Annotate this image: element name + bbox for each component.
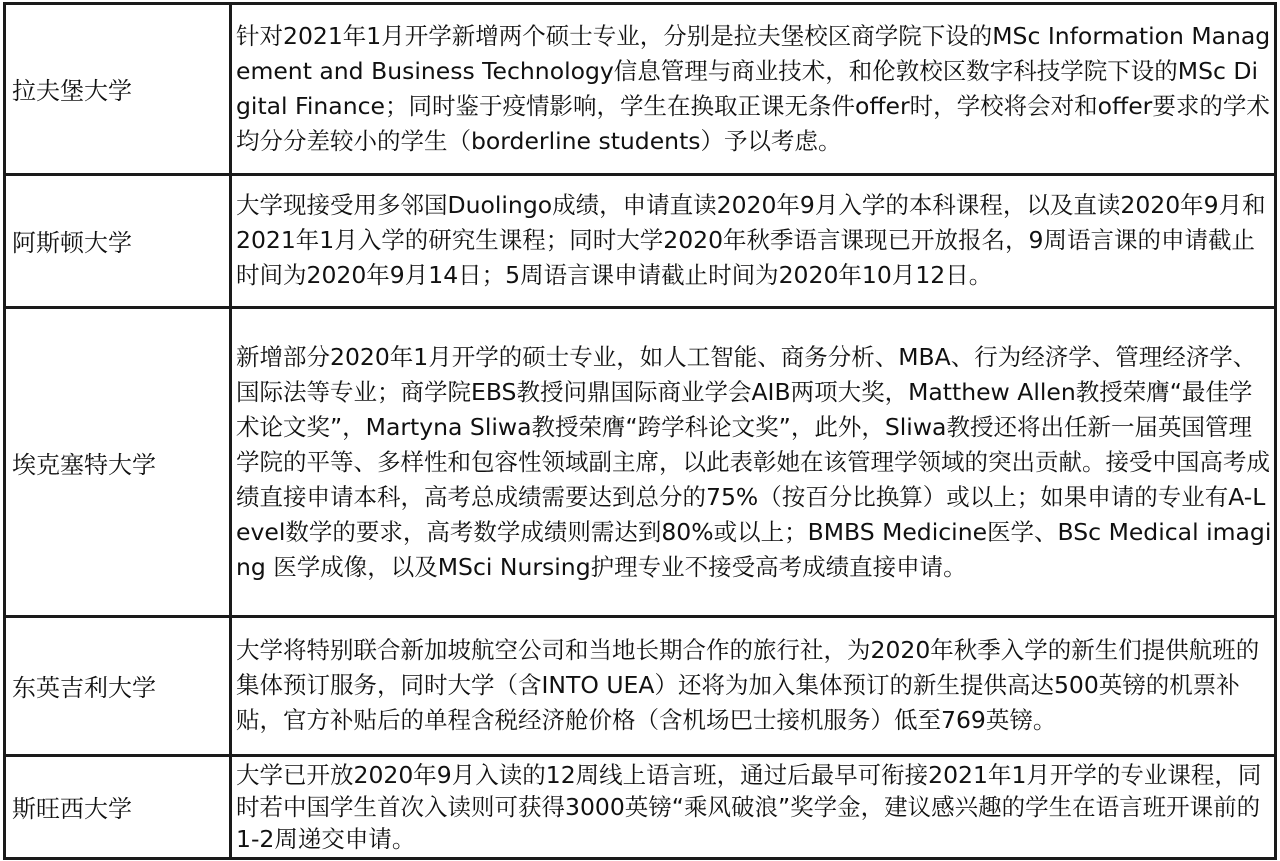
university-description: 新增部分2020年1月开学的硕士专业，如人工智能、商务分析、MBA、行为经济学、管理经济学、国际法等专业；商学院EBS教授问鼎国际商业学会AIB两项大奖，Matthew Allen教授荣膺“最佳学术论文奖”，Martyna Sliwa教授荣膺“跨学科论文奖”，此外，Sliwa教授还将出任新一届英国管理学院的平等、多样性和包容性领域副主席，以此表彰她在该管理学领域的突出贡献。接受中国高考成绩直接申请本科，高考总成绩需要达到总分的75%（按百分比换算）或以上；如果申请的专业有A-Level数学的要求，高考数学成绩则需达到80%或以上；BMBS Medicine医学、BSc Medical imaging 医学成像，以及MSci Nursing护理专业不接受高考成绩直接申请。 xyxy=(231,308,1276,617)
table-row xyxy=(5,617,1276,755)
university-name: 拉夫堡大学 xyxy=(5,4,231,175)
university-name: 阿斯顿大学 xyxy=(5,174,231,307)
university-description: 大学已开放2020年9月入读的12周线上语言班，通过后最早可衔接2021年1月开学的专业课程，同时若中国学生首次入读则可获得3000英镑“乘风破浪”奖学金，建议感兴趣的学生在语言班开课前的1-2周递交申请。 xyxy=(231,755,1276,858)
table-row xyxy=(5,308,1276,617)
university-name: 东英吉利大学 xyxy=(5,617,231,755)
table-row xyxy=(5,4,1276,175)
table-row xyxy=(5,755,1276,858)
table-row xyxy=(5,174,1276,307)
university-description: 大学现接受用多邻国Duolingo成绩，申请直读2020年9月入学的本科课程，以及直读2020年9月和2021年1月入学的研究生课程；同时大学2020年秋季语言课现已开放报名，9周语言课的申请截止时间为2020年9月14日；5周语言课申请截止时间为2020年10月12日。 xyxy=(231,174,1276,307)
university-description: 针对2021年1月开学新增两个硕士专业，分别是拉夫堡校区商学院下设的MSc Information Management and Business Technology信息管理与商业技术，和伦敦校区数字科技学院下设的MSc Digital Finance；同时鉴于疫情影响，学生在换取正课无条件offer时，学校将会对和offer要求的学术均分分差较小的学生（borderline students）予以考虑。 xyxy=(231,4,1276,175)
university-description: 大学将特别联合新加坡航空公司和当地长期合作的旅行社，为2020年秋季入学的新生们提供航班的集体预订服务，同时大学（含INTO UEA）还将为加入集体预订的新生提供高达500英镑的机票补贴，官方补贴后的单程含税经济舱价格（含机场巴士接机服务）低至769英镑。 xyxy=(231,617,1276,755)
university-name: 斯旺西大学 xyxy=(5,755,231,858)
university-news-table xyxy=(3,2,1277,860)
university-name: 埃克塞特大学 xyxy=(5,308,231,617)
